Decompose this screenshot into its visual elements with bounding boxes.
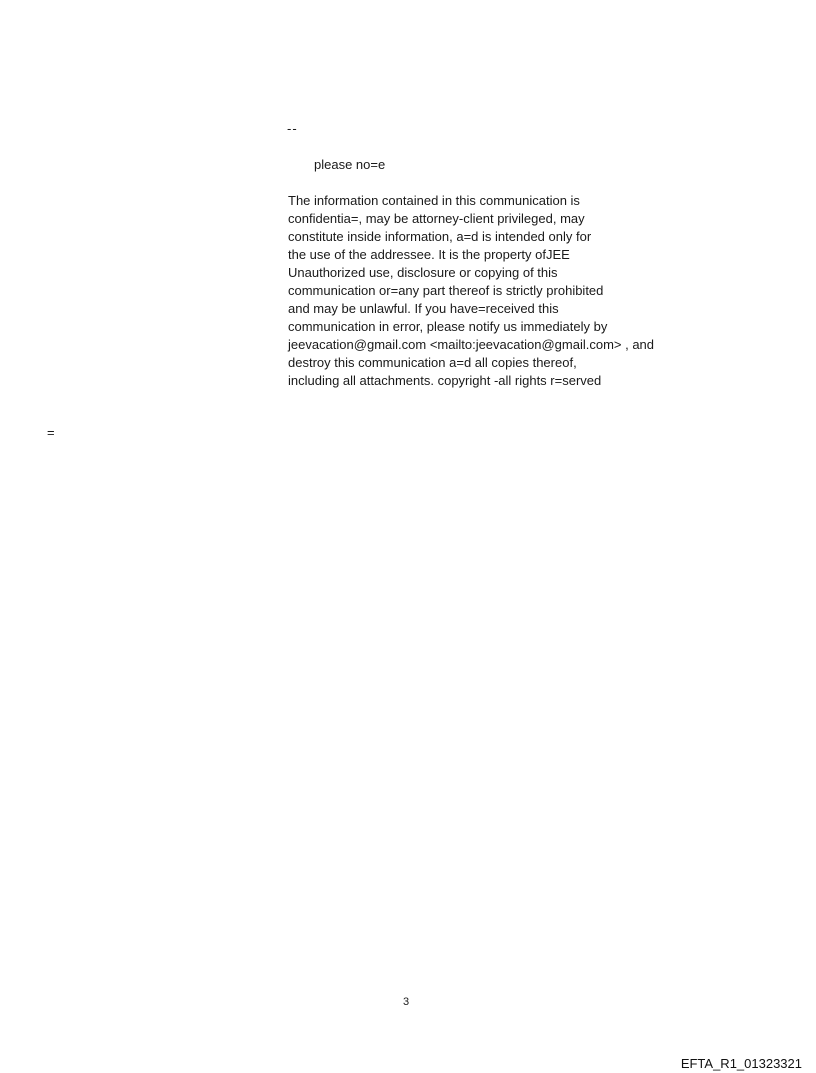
note-text: please no=e (314, 157, 386, 172)
disclaimer-line: the use of the addressee. It is the property ofJEE (288, 247, 570, 262)
bates-number: EFTA_R1_01323321 (680, 1056, 802, 1071)
trailing-equals: = (47, 425, 55, 440)
disclaimer-line: jeevacation@gmail.com <mailto:jeevacation@gmail.com> , and (288, 337, 655, 352)
page-number: 3 (403, 996, 410, 1008)
confidentiality-disclaimer (288, 192, 688, 390)
disclaimer-line: The information contained in this communication is (288, 193, 580, 208)
disclaimer-line: Unauthorized use, disclosure or copying of this (288, 265, 558, 280)
disclaimer-line: confidentia=, may be attorney-client privileged, may (288, 211, 585, 226)
disclaimer-line: destroy this communication a=d all copies thereof, (288, 355, 577, 370)
disclaimer-line: and may be unlawful. If you have=received this (288, 301, 559, 316)
disclaimer-line: including all attachments. copyright -all rights r=served (288, 373, 602, 388)
disclaimer-line: communication in error, please notify us immediately by (288, 319, 608, 334)
signature-separator: -- (287, 121, 298, 136)
disclaimer-line: constitute inside information, a=d is intended only for (288, 229, 592, 244)
disclaimer-line: communication or=any part thereof is strictly prohibited (288, 283, 604, 298)
